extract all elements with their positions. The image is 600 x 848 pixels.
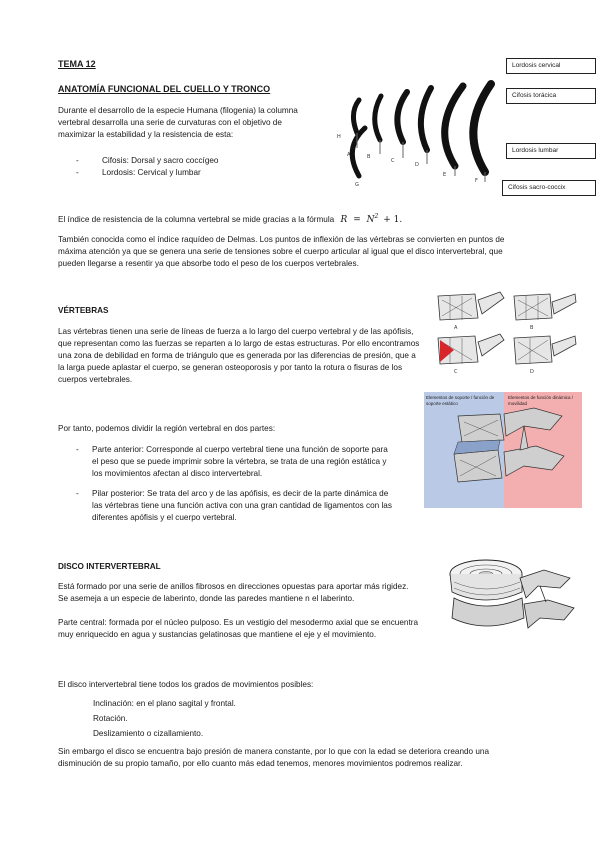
figure-letter: G [355,182,359,188]
panel-left-caption: Elementos de soporte / función de soporte estático [426,395,495,406]
division-intro: Por tanto, podemos dividir la región vertebral en dos partes: [58,424,276,433]
curvature-list [76,155,296,179]
disco-closing-paragraph: Sin embargo el disco se encuentra bajo presión de manera constante, por lo que con la edad se deteriora creando una disminución de su propio tamaño, por ello cuanto más edad tenemos, menores movimientos podremos realizar. [58,747,490,768]
figure-letter: C [454,369,458,375]
disco-paragraph-2: Parte central: formada por el núcleo pulposo. Es un vestigio del mesodermo axial que se encuentra muy enriquecido en agua y sustancias gelatinosas que mantiene el eje y el movimiento. [58,618,419,639]
formula [341,215,403,225]
panel-right-caption: Elementos de función dinámica / movilidad [508,395,574,406]
list-item: - Parte anterior: Corresponde al cuerpo vertebral tiene una función de soporte para el peso que se puede imprimir sobre la vértebra, se trata de una región estática y los movimientos afectan al disco intervertebral. [76,444,396,480]
topic-heading: TEMA 12 [58,59,96,69]
movements-list [93,698,393,740]
label-lordosis-lumbar: Lordosis lumbar [506,143,596,159]
formula-base: N [366,215,375,225]
figure-letter: A [347,152,351,158]
list-item: - Pilar posterior: Se trata del arco y de las apófisis, es decir de la parte dinámica de las vértebras tiene una función activa con una gran cantidad de ligamentos con las diferentes apófisis y el cuerpo vertebral. [76,488,396,524]
index-line [58,211,458,226]
intro-paragraph: Durante el desarrollo de la especie Humana (filogenia) la columna vertebral desarrolla una serie de curvaturas con el objetivo de maximizar la estabilidad y la resistencia de esta: [58,106,298,139]
list-item: Inclinación: en el plano sagital y frontal. [93,699,236,708]
figure-letter: D [415,162,419,168]
figure-letter: B [367,154,371,160]
intervertebral-disc-figure [440,548,580,640]
figure-letter: C [391,158,395,164]
figure-letter: E [443,172,447,178]
delmas-paragraph: También conocida como el índice raquídeo de Delmas. Los puntos de inflexión de las vértebras se convierten en puntos de máxima atención ya que se genera una serie de tensiones sobre el cuerpo articular al igual que el disco intervertebral, que pueden llegarse a resentir ya que absorbe todo el peso de los cuerpos vertebrales. [58,235,505,268]
list-item: Deslizamiento o cizallamiento. [93,729,204,738]
formula-rest: + 1. [383,215,403,225]
spine-curvature-figure [335,78,500,188]
movements-intro: El disco intervertebral tiene todos los grados de movimientos posibles: [58,680,314,689]
force-lines-figure [430,288,580,376]
list-item: - Cifosis: Dorsal y sacro coccígeo [76,155,296,167]
figure-letter: B [530,325,534,331]
label-cifosis-sacro-coccix: Cifosis sacro-coccix [502,180,596,196]
formula-exponent: 2 [374,213,379,220]
vertebra-regions-figure [424,392,582,508]
figure-letter: D [530,369,534,375]
formula-eq: = [353,215,361,225]
list-item: Rotación. [93,714,128,723]
figure-letter: H [337,134,341,140]
vertebral-parts-list [76,444,396,524]
formula-lhs: R [340,215,348,225]
vertebras-paragraph: Las vértebras tienen una serie de líneas de fuerza a lo largo del cuerpo vertebral y de las apófisis, que representan como las fuerzas se reparten a lo largo de estas estructuras. Por ello encontramos una zona de debilidad en forma de triángulo que es generada por las diferencias de presión, que a la larga puede aplastar el cuerpo, se generan osteoporosis y por tanto la rotura o fisuras de los cuerpos vertebrales. [58,327,420,384]
vertebras-heading: VÉRTEBRAS [58,306,109,315]
list-item: - Lordosis: Cervical y lumbar [76,167,296,179]
label-lordosis-cervical: Lordosis cervical [506,58,596,74]
figure-letter: A [454,325,458,331]
disco-paragraph-1: Está formado por una serie de anillos fibrosos en direcciones opuestas para aportar más rigidez. Se asemeja a un especie de laberinto, donde las paredes mantiene n el laberinto. [58,582,409,603]
page-title: ANATOMÍA FUNCIONAL DEL CUELLO Y TRONCO [58,84,271,94]
figure-letter: F [475,178,478,184]
label-cifosis-toracica: Cifosis torácica [506,88,596,104]
disco-heading: DISCO INTERVERTEBRAL [58,562,161,571]
index-text: El índice de resistencia de la columna vertebral se mide gracias a la fórmula [58,215,335,224]
